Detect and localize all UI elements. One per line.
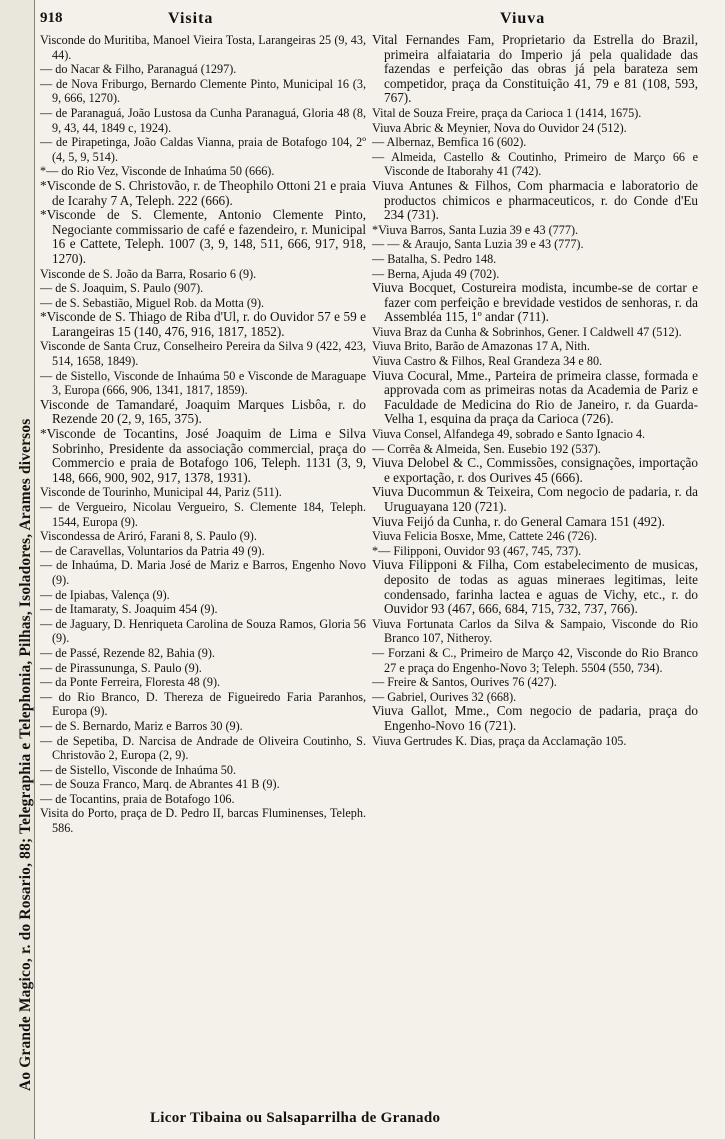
directory-entry: — de Souza Franco, Marq. de Abrantes 41 B (9). — [40, 777, 280, 792]
directory-entry: Viuva Filipponi & Filha, Com estabelecimento de musicas, deposito de todas as aguas mineraes legitimas, leite condensado, farinha lactea e aguas de Vichy, etc., r. do Ouvidor 93 (467, 666, 684, 715, 732, 737, 766). — [372, 557, 698, 617]
directory-entry: Visconde de S. João da Barra, Rosario 6 (9). — [40, 266, 257, 281]
directory-entry: *Visconde de S. Clemente, Antonio Clemente Pinto, Negociante commissario de café e fazendeiro, r. Municipal 16 e Cattete, Teleph. 1007 (3, 9, 148, 511, 666, 917, 918, 1270). — [40, 207, 366, 266]
directory-entry: — de Sepetiba, D. Narcisa de Andrade de Oliveira Coutinho, S. Christovão 2, Europa (2, 9). — [40, 733, 366, 763]
directory-entry: — de Caravellas, Voluntarios da Patria 49 (9). — [40, 543, 265, 558]
directory-entry: — de Pirassununga, S. Paulo (9). — [40, 660, 202, 675]
directory-entry: — de S. Bernardo, Mariz e Barros 30 (9). — [40, 718, 243, 733]
directory-entry: *Visconde de S. Christovão, r. de Theophilo Ottoni 21 e praia de Icarahy 7 A, Teleph. 222 (666). — [40, 177, 366, 208]
directory-entry: — do Nacar & Filho, Paranaguá (1297). — [40, 62, 237, 77]
directory-entry: — de S. Joaquim, S. Paulo (907). — [40, 281, 204, 296]
directory-entry: — Almeida, Castello & Coutinho, Primeiro de Março 66 e Visconde de Itaborahy 41 (742). — [372, 149, 698, 179]
directory-entry: — de Tocantins, praia de Botafogo 106. — [40, 791, 235, 806]
directory-entry: Visconde de Tourinho, Municipal 44, Pariz (511). — [40, 485, 282, 500]
directory-entry: — de Pirapetinga, João Caldas Vianna, praia de Botafogo 104, 2º (4, 5, 9, 514). — [40, 135, 366, 164]
directory-entry: Visita do Porto, praça de D. Pedro II, barcas Fluminenses, Teleph. 586. — [40, 806, 366, 836]
directory-entry: — de Nova Friburgo, Bernardo Clemente Pinto, Municipal 16 (3, 9, 666, 1270). — [40, 76, 366, 106]
directory-entry: — da Ponte Ferreira, Floresta 48 (9). — [40, 675, 221, 690]
directory-entry: — Gabriel, Ourives 32 (668). — [372, 689, 517, 704]
directory-entry: Visconde de Santa Cruz, Conselheiro Pereira da Silva 9 (422, 423, 514, 1658, 1849). — [40, 339, 366, 369]
sidebar-advertisement — [0, 0, 35, 1139]
running-head-left: Visita — [168, 10, 214, 27]
directory-entry: Viuva Brito, Barão de Amazonas 17 A, Nith. — [372, 339, 590, 354]
directory-entry: *— Filipponi, Ouvidor 93 (467, 745, 737). — [372, 543, 582, 558]
directory-entry: — de Itamaraty, S. Joaquim 454 (9). — [40, 602, 218, 617]
directory-entry: — Freire & Santos, Ourives 76 (427). — [372, 675, 557, 690]
sidebar-ad-text: Ao Grande Magico, r. do Rosario, 88; Telegraphia e Telephonia, Pilhas, Isoladores, Arames diversos — [17, 418, 34, 1091]
directory-entry: — Forzani & C., Primeiro de Março 42, Visconde do Rio Branco 27 e praça do Engenho-Novo 3; Teleph. 5504 (550, 734). — [372, 645, 698, 675]
directory-entry: — de Sistello, Visconde de Inhaúma 50 e Visconde de Maraguape 3, Europa (666, 906, 1341, 1817, 1859). — [40, 368, 366, 398]
directory-entry: — de Sistello, Visconde de Inhaúma 50. — [40, 762, 237, 777]
directory-entry: *Visconde de S. Thiago de Riba d'Ul, r. do Ouvidor 57 e 59 e Larangeiras 15 (140, 476, 916, 1817, 1852). — [40, 309, 366, 339]
directory-entry: Viscondessa de Ariró, Farani 8, S. Paulo (9). — [40, 529, 257, 544]
running-head-right: Viuva — [500, 10, 546, 27]
directory-entry: *Viuva Barros, Santa Luzia 39 e 43 (777). — [372, 222, 579, 237]
directory-entry: Viuva Castro & Filhos, Real Grandeza 34 e 80. — [372, 354, 603, 369]
page-number: 918 — [40, 10, 63, 26]
directory-entry: Visconde do Muritiba, Manoel Vieira Tosta, Larangeiras 25 (9, 43, 44). — [40, 33, 366, 62]
directory-entry: — do Rio Branco, D. Thereza de Figueiredo Faria Paranhos, Europa (9). — [40, 689, 366, 719]
left-column — [40, 33, 366, 836]
directory-entry: — Berna, Ajuda 49 (702). — [372, 266, 500, 281]
footer-advertisement: Licor Tibaina ou Salsaparrilha de Granado — [150, 1110, 441, 1126]
directory-entry: Viuva Antunes & Filhos, Com pharmacia e laboratorio de productos chimicos e pharmaceuticos, r. do Conde d'Eu 234 (731). — [372, 177, 698, 223]
directory-entry: Viuva Felicia Bosxe, Mme, Cattete 246 (726). — [372, 529, 598, 544]
directory-entry: Viuva Braz da Cunha & Sobrinhos, Gener. I Caldwell 47 (512). — [372, 324, 682, 339]
directory-entry: Viuva Fortunata Carlos da Silva & Sampaio, Visconde do Rio Branco 107, Nitheroy. — [372, 616, 698, 646]
directory-entry: Viuva Feijó da Cunha, r. do General Camara 151 (492). — [372, 513, 665, 529]
directory-entry: — — & Araujo, Santa Luzia 39 e 43 (777). — [372, 237, 584, 252]
directory-entry: *— do Rio Vez, Visconde de Inhaúma 50 (666). — [40, 164, 275, 179]
directory-entry: — de S. Sebastião, Miguel Rob. da Motta (9). — [40, 295, 265, 310]
directory-entry: — de Vergueiro, Nicolau Vergueiro, S. Clemente 184, Teleph. 1544, Europa (9). — [40, 500, 366, 529]
directory-entry: — Batalha, S. Pedro 148. — [372, 251, 497, 266]
directory-entry: — Albernaz, Bemfica 16 (602). — [372, 135, 527, 150]
directory-entry: Viuva Bocquet, Costureira modista, incumbe-se de cortar e fazer com perfeição e brevidade vestidos de senhoras, r. da Assembléa 115, 1º andar (711). — [372, 280, 698, 325]
directory-entry: Viuva Delobel & C., Commissões, consignações, importação e exportação, r. dos Ourives 45 (666). — [372, 455, 698, 485]
directory-entry: — de Ipiabas, Valença (9). — [40, 587, 170, 602]
directory-entry: — de Jaguary, D. Henriqueta Carolina de Souza Ramos, Gloria 56 (9). — [40, 616, 366, 646]
directory-entry: — Corrêa & Almeida, Sen. Eusebio 192 (537). — [372, 441, 601, 456]
right-column — [372, 33, 698, 748]
directory-entry: Viuva Gertrudes K. Dias, praça da Acclamação 105. — [372, 733, 627, 748]
directory-entry: Vital de Souza Freire, praça da Carioca 1 (1414, 1675). — [372, 105, 642, 120]
directory-entry: Viuva Gallot, Mme., Com negocio de padaria, praça do Engenho-Novo 16 (721). — [372, 703, 698, 733]
directory-entry: — de Inhaúma, D. Maria José de Mariz e Barros, Engenho Novo (9). — [40, 558, 366, 587]
directory-entry: — de Paranaguá, João Lustosa da Cunha Paranaguá, Gloria 48 (8, 9, 43, 44, 1849 c, 1924). — [40, 105, 366, 135]
directory-entry: Viuva Ducommun & Teixeira, Com negocio de padaria, r. da Uruguayana 120 (721). — [372, 484, 698, 514]
directory-entry: — de Passé, Rezende 82, Bahia (9). — [40, 645, 215, 660]
directory-entry: Viuva Consel, Alfandega 49, sobrado e Santo Ignacio 4. — [372, 427, 646, 442]
directory-entry: Vital Fernandes Fam, Proprietario da Estrella do Brazil, primeira alfaiataria do Imperio já pela qualidade das fazendas e perfeição das obras já pela barateza sem competidor, praça da Constituição 41, 79 e 81 (108, 593, 767). — [372, 32, 698, 106]
directory-entry: Viuva Abric & Meynier, Nova do Ouvidor 24 (512). — [372, 120, 627, 135]
directory-entry: Visconde de Tamandaré, Joaquim Marques Lisbôa, r. do Rezende 20 (2, 9, 165, 375). — [40, 396, 366, 427]
directory-entry: *Visconde de Tocantins, José Joaquim de Lima e Silva Sobrinho, Presidente da associação commercial, praça do Commercio e praia de Botafogo 106, Teleph. 1131 (3, 9, 148, 666, 900, 902, 917, 1378, 1931). — [40, 426, 366, 485]
directory-entry: Viuva Cocural, Mme., Parteira de primeira classe, formada e approvada com as primeiras notas da Academia de Pariz e Faculdade de Medicina do Rio de Janeiro, r. da Guarda-Velha 1, esquina da praça da Carioca (726). — [372, 367, 698, 427]
